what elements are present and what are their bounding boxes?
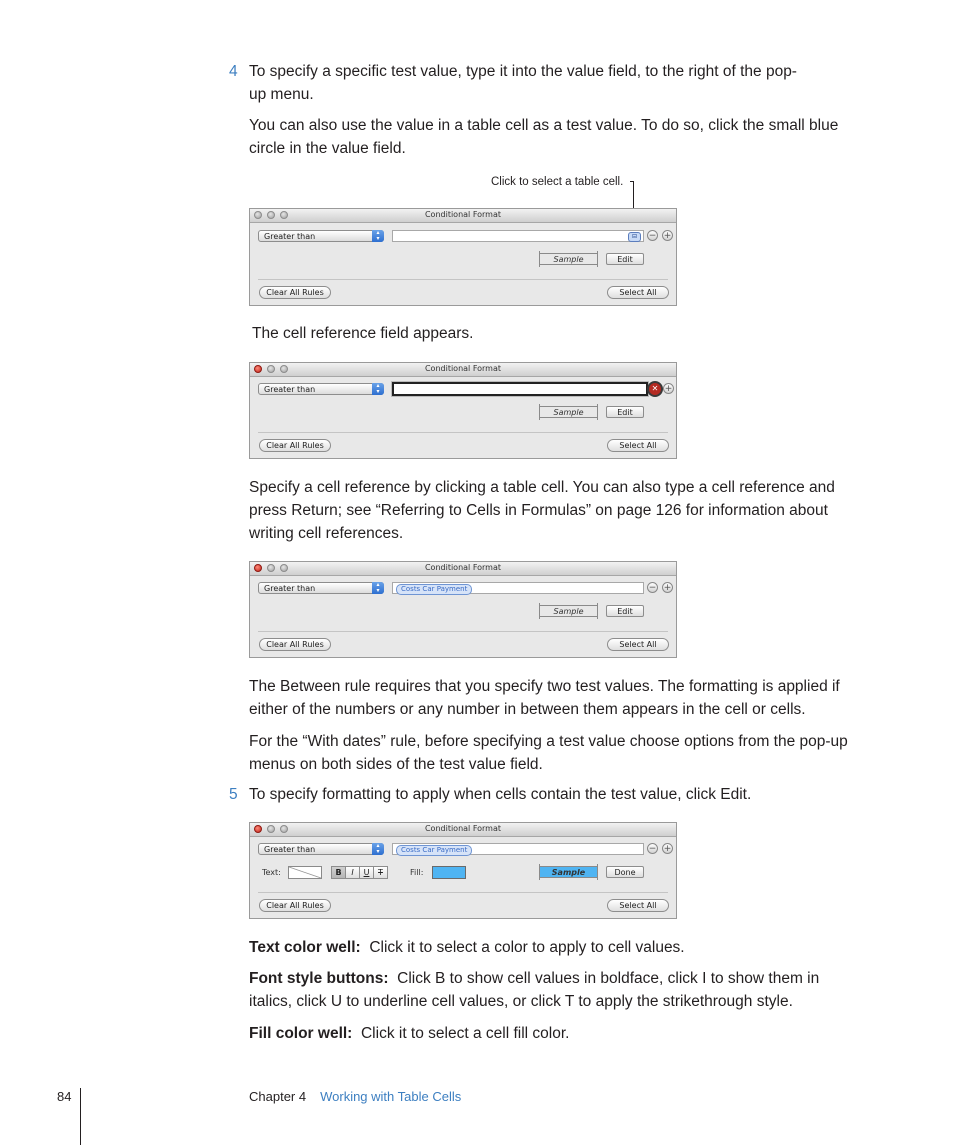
fill-label: Fill: — [410, 868, 424, 877]
definition-fill-color-well — [249, 1022, 874, 1045]
value-field[interactable] — [392, 230, 644, 242]
definition-text-color-well — [249, 936, 874, 959]
separator — [258, 892, 668, 893]
conditional-format-dialog-2 — [249, 362, 677, 459]
paragraph: For the “With dates” rule, before specifying a test value choose options from the pop-up menus on both sides of the test value field. — [249, 733, 848, 773]
title-bar — [250, 363, 676, 377]
edit-button[interactable]: Edit — [606, 605, 644, 617]
add-rule-button[interactable]: + — [663, 844, 672, 854]
clear-all-rules-button[interactable]: Clear All Rules — [259, 899, 331, 912]
step-text: To specify a specific test value, type it into the value field, to the right of the pop-up menu. — [249, 63, 797, 103]
rule-popup[interactable] — [258, 230, 384, 242]
strikethrough-button[interactable]: T — [373, 866, 388, 879]
title-bar — [250, 209, 676, 223]
chapter-title-link[interactable]: Working with Table Cells — [320, 1089, 462, 1104]
select-all-button[interactable]: Select All — [607, 638, 669, 651]
paragraph: You can also use the value in a table cell as a test value. To do so, click the small blue circle in the value field. — [249, 117, 839, 157]
bold-button[interactable]: B — [331, 866, 346, 879]
separator — [258, 432, 668, 433]
sample-preview: Sample — [539, 605, 598, 617]
rule-popup-label: Greater than — [264, 584, 316, 593]
separator — [258, 631, 668, 632]
paragraph: The cell reference field appears. — [252, 325, 474, 342]
no-color-icon — [289, 867, 321, 878]
footer-chapter — [249, 1089, 461, 1104]
value-field[interactable] — [392, 843, 644, 855]
definition-term: Text color well: — [249, 939, 361, 956]
value-field[interactable] — [392, 582, 644, 594]
remove-rule-button[interactable]: − — [648, 844, 657, 854]
callout-label: Click to select a table cell. — [491, 176, 624, 188]
cell-reference-icon[interactable]: ⊟ — [628, 232, 641, 242]
window-title: Conditional Format — [424, 210, 502, 219]
fill-color-well[interactable] — [432, 866, 466, 879]
footer-rule — [80, 1088, 81, 1145]
conditional-format-dialog-1 — [249, 208, 677, 306]
sample-preview: Sample — [539, 406, 598, 418]
step-number: 4 — [229, 63, 238, 80]
definition-desc: Click it to select a color to apply to cell values. — [369, 939, 685, 956]
rule-popup[interactable] — [258, 582, 384, 594]
paragraph: The Between rule requires that you specify two test values. The formatting is applied if either of the numbers or any number in between them appears in the cell or cells. — [249, 678, 840, 718]
rule-popup-label: Greater than — [264, 232, 316, 241]
step-text: To specify formatting to apply when cells contain the test value, click Edit. — [249, 786, 752, 803]
sample-preview: Sample — [539, 253, 598, 265]
cell-reference-field[interactable] — [392, 382, 648, 396]
select-all-button[interactable]: Select All — [607, 439, 669, 452]
add-rule-button[interactable]: + — [664, 384, 673, 394]
rule-popup-label: Greater than — [264, 385, 316, 394]
select-all-button[interactable]: Select All — [607, 286, 669, 299]
rule-popup[interactable] — [258, 383, 384, 395]
updown-arrows-icon: ▴ ▾ — [372, 383, 384, 395]
window-title: Conditional Format — [424, 824, 502, 833]
cancel-reference-icon[interactable]: ✕ — [649, 383, 661, 395]
rule-popup[interactable] — [258, 843, 384, 855]
cell-reference-token[interactable]: Costs Car Payment — [396, 584, 472, 595]
definition-term: Fill color well: — [249, 1025, 353, 1042]
underline-button[interactable]: U — [359, 866, 374, 879]
definition-font-style-buttons — [249, 967, 849, 1013]
definition-desc: Click B to show cell values in boldface, click I to show them in italics, click U to underline cell values, or click T to apply the strikethrough style. — [249, 970, 820, 1010]
select-all-button[interactable]: Select All — [607, 899, 669, 912]
updown-arrows-icon: ▴ ▾ — [372, 582, 384, 594]
window-title: Conditional Format — [424, 364, 502, 373]
add-rule-button[interactable]: + — [663, 231, 672, 241]
title-bar — [250, 823, 676, 837]
definition-term: Font style buttons: — [249, 970, 389, 987]
font-style-buttons — [332, 866, 388, 879]
conditional-format-dialog-3 — [249, 561, 677, 658]
text-color-well[interactable] — [288, 866, 322, 879]
conditional-format-dialog-4 — [249, 822, 677, 919]
clear-all-rules-button[interactable]: Clear All Rules — [259, 439, 331, 452]
edit-button[interactable]: Edit — [606, 406, 644, 418]
title-bar — [250, 562, 676, 576]
clear-all-rules-button[interactable]: Clear All Rules — [259, 638, 331, 651]
add-rule-button[interactable]: + — [663, 583, 672, 593]
done-button[interactable]: Done — [606, 866, 644, 878]
updown-arrows-icon: ▴ ▾ — [372, 230, 384, 242]
updown-arrows-icon: ▴ ▾ — [372, 843, 384, 855]
window-title: Conditional Format — [424, 563, 502, 572]
step-number: 5 — [229, 786, 238, 803]
edit-button[interactable]: Edit — [606, 253, 644, 265]
italic-button[interactable]: I — [345, 866, 360, 879]
chapter-label: Chapter 4 — [249, 1089, 307, 1104]
definition-desc: Click it to select a cell fill color. — [360, 1025, 570, 1042]
cell-reference-token[interactable]: Costs Car Payment — [396, 845, 472, 856]
page-number: 84 — [57, 1089, 72, 1104]
clear-all-rules-button[interactable]: Clear All Rules — [259, 286, 331, 299]
remove-rule-button[interactable]: − — [648, 231, 657, 241]
remove-rule-button[interactable]: − — [648, 583, 657, 593]
rule-popup-label: Greater than — [264, 845, 316, 854]
text-label: Text: — [262, 868, 281, 877]
separator — [258, 279, 668, 280]
paragraph: Specify a cell reference by clicking a table cell. You can also type a cell reference and press Return; see “Referring to Cells in Formulas” on page 126 for information about writing cell references. — [249, 479, 835, 542]
sample-preview: Sample — [539, 866, 598, 878]
